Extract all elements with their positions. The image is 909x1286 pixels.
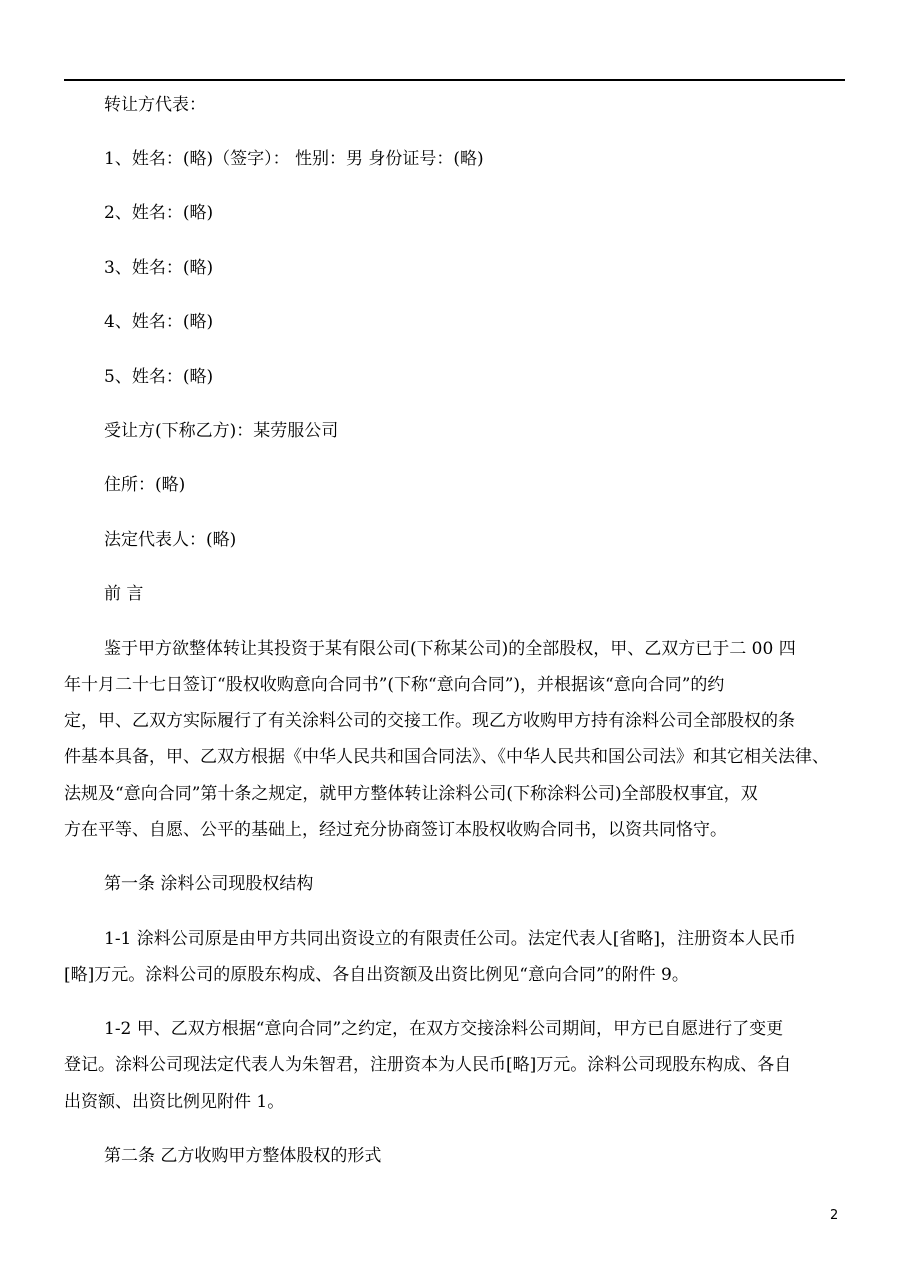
legal-rep-line: 法定代表人：(略)	[104, 530, 237, 550]
address-line: 住所：(略)	[104, 475, 186, 495]
clause-1-2-line: 出资额、出资比例见附件 1。	[64, 1092, 285, 1112]
preamble-line: 年十月二十七日签订“股权收购意向合同书”(下称“意向合同”)，并根据该“意向合同”的约	[64, 675, 725, 695]
preamble-line: 方在平等、自愿、公平的基础上，经过充分协商签订本股权收购合同书，以资共同恪守。	[64, 820, 727, 840]
article-2-title: 第二条 乙方收购甲方整体股权的形式	[104, 1146, 382, 1166]
preamble-line: 法规及“意向合同”第十条之规定，就甲方整体转让涂料公司(下称涂料公司)全部股权事宜，双	[64, 784, 758, 804]
rep-1-line: 1、姓名：(略)（签字）： 性别：男 身份证号：(略)	[104, 149, 484, 169]
clause-1-2-line: 1-2 甲、乙双方根据“意向合同”之约定，在双方交接涂料公司期间，甲方已自愿进行了变更	[104, 1019, 784, 1039]
clause-1-2-line: 登记。涂料公司现法定代表人为朱智君，注册资本为人民币[略]万元。涂料公司现股东构成、各自	[64, 1055, 792, 1075]
header-rule	[64, 79, 845, 81]
clause-1-1-line: 1-1 涂料公司原是由甲方共同出资设立的有限责任公司。法定代表人[省略]，注册资本人民币	[104, 929, 797, 949]
rep-3-line: 3、姓名：(略)	[104, 258, 214, 278]
rep-5-line: 5、姓名：(略)	[104, 367, 214, 387]
transferee-line: 受让方(下称乙方)：某劳服公司	[104, 421, 339, 441]
clause-1-1-line: [略]万元。涂料公司的原股东构成、各自出资额及出资比例见“意向合同”的附件 9。	[64, 965, 689, 985]
preamble-line: 定，甲、乙双方实际履行了有关涂料公司的交接工作。现乙方收购甲方持有涂料公司全部股权的条	[64, 711, 795, 731]
transferor-rep-heading: 转让方代表：	[104, 95, 206, 115]
preamble-line: 件基本具备，甲、乙双方根据《中华人民共和国合同法》、《中华人民共和国公司法》和其它相关法律、	[64, 747, 829, 767]
rep-2-line: 2、姓名：(略)	[104, 203, 214, 223]
preface-heading: 前 言	[104, 584, 144, 604]
preamble-line: 鉴于甲方欲整体转让其投资于某有限公司(下称某公司)的全部股权，甲、乙双方已于二 00 四	[104, 639, 796, 659]
page-number: 2	[830, 1208, 839, 1223]
article-1-title: 第一条 涂料公司现股权结构	[104, 874, 314, 894]
rep-4-line: 4、姓名：(略)	[104, 312, 214, 332]
